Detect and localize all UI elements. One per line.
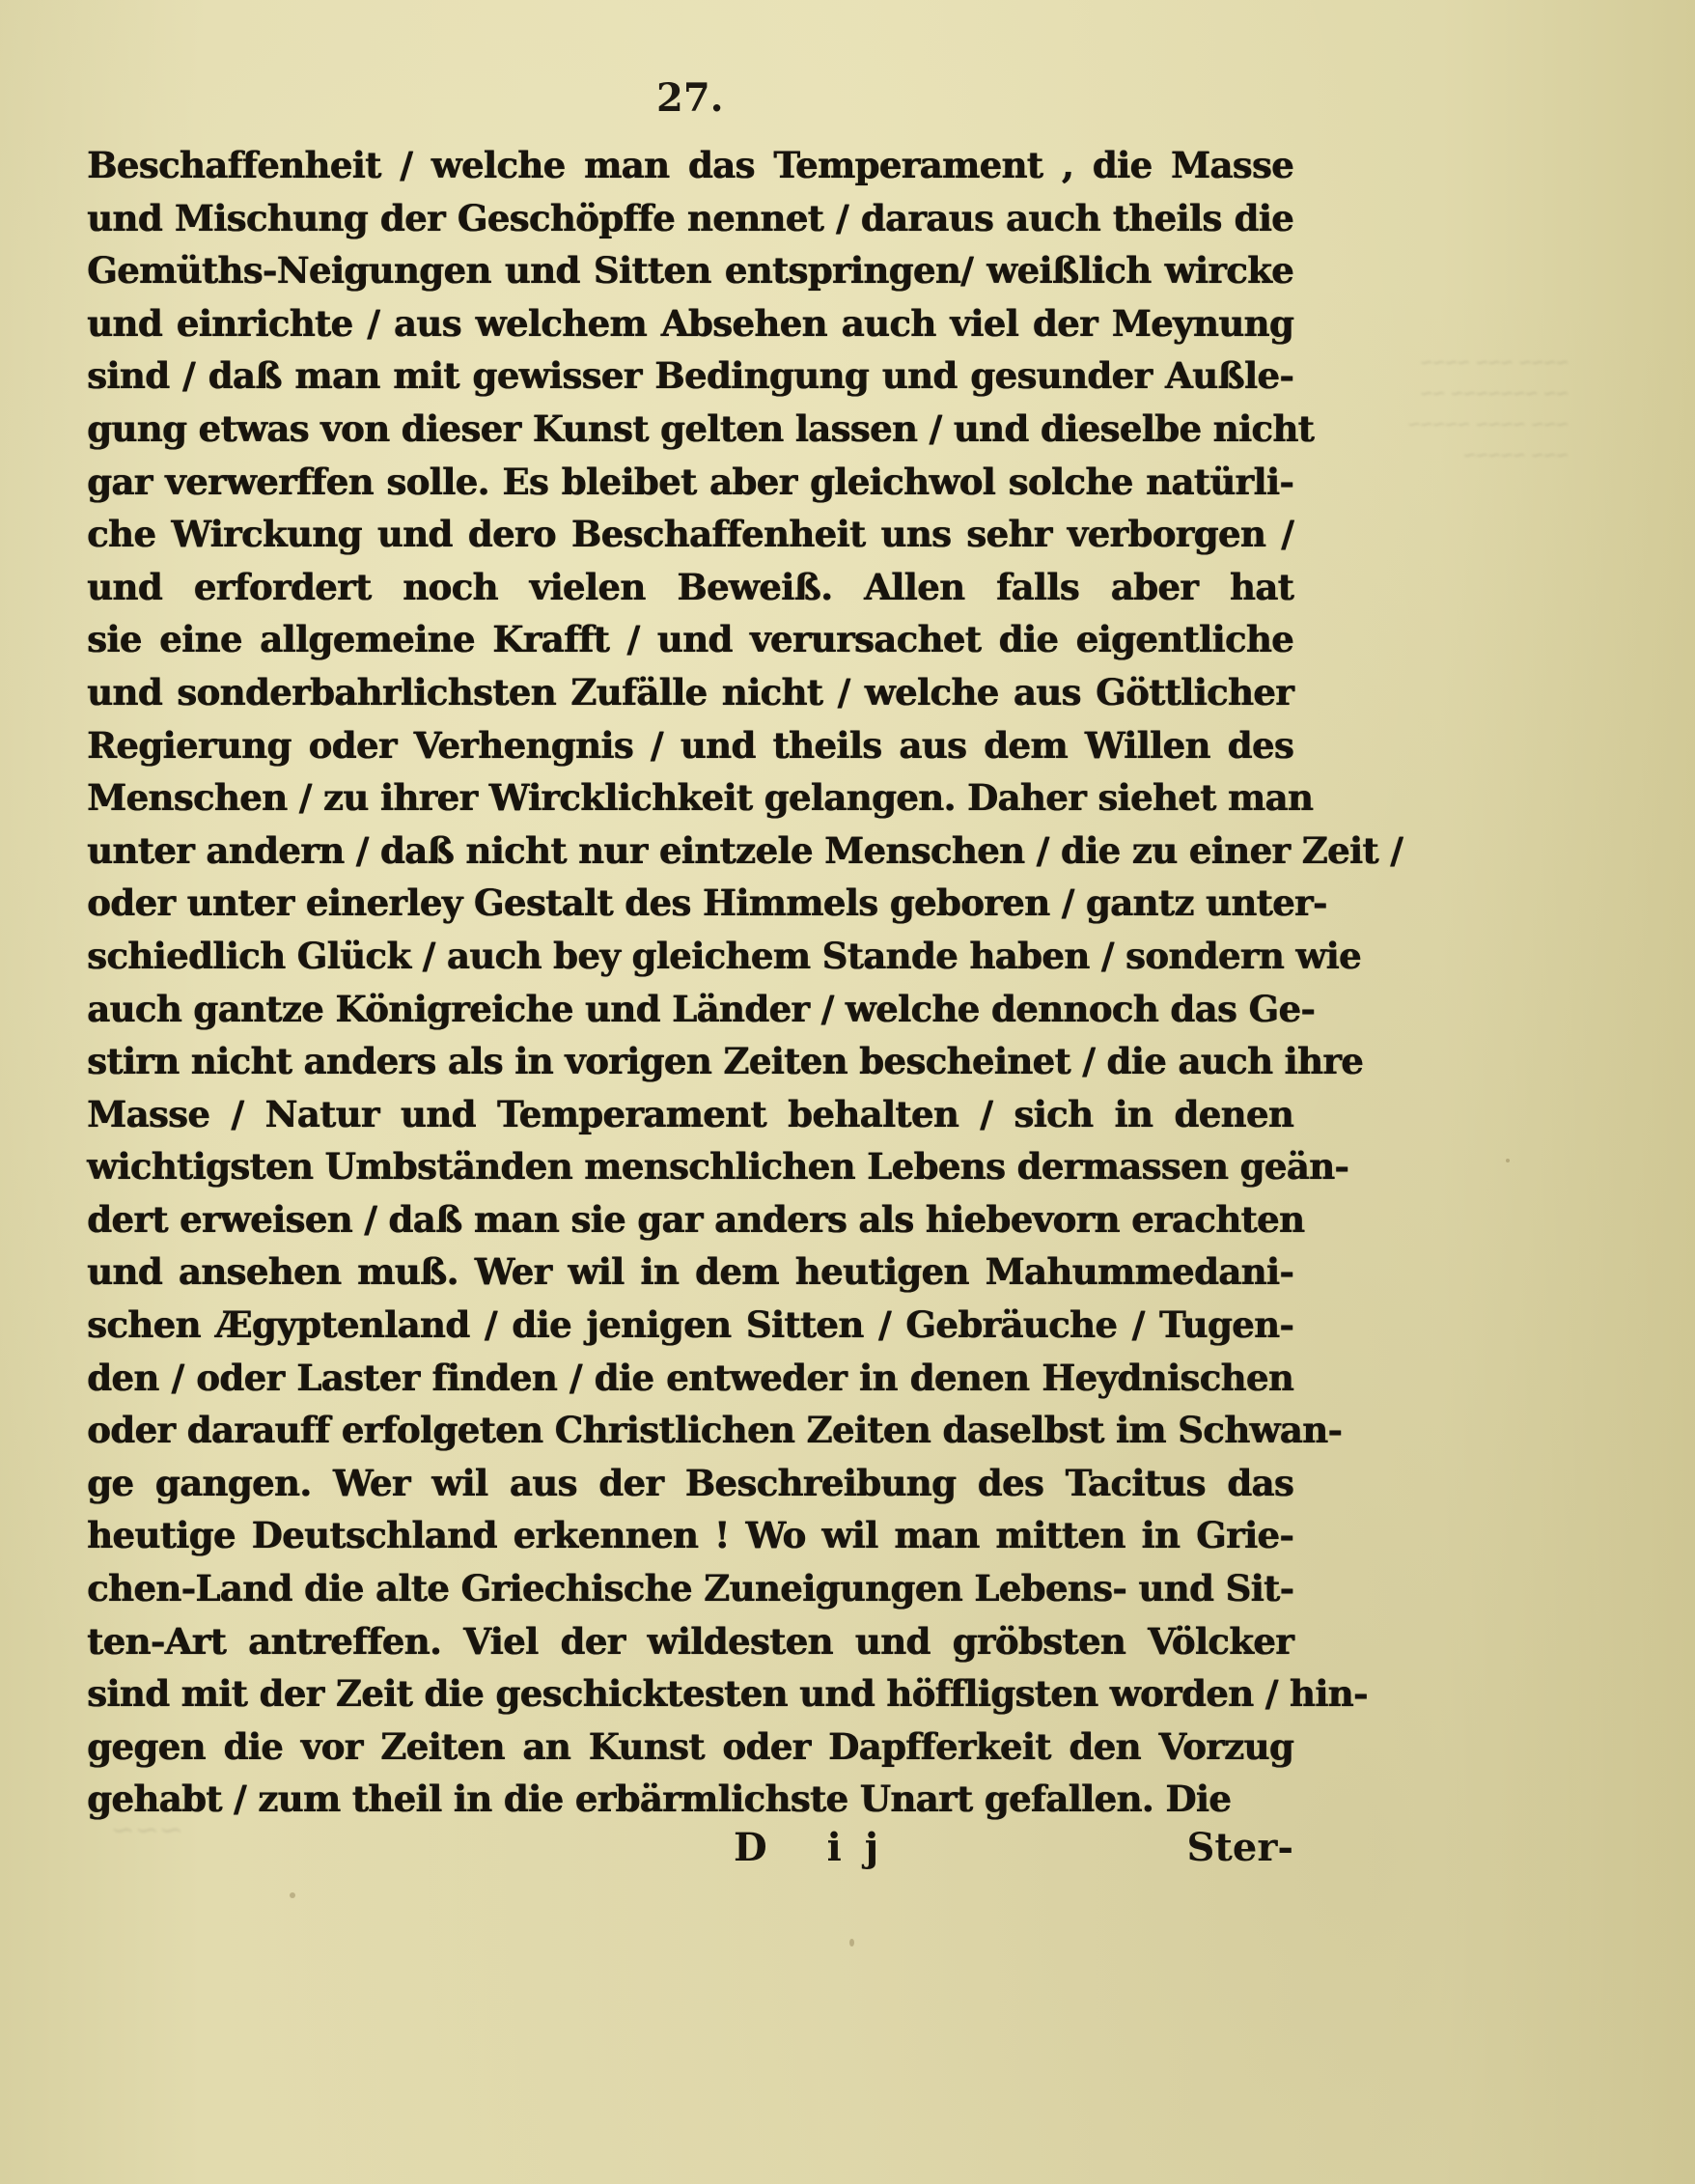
page-number: 27.	[656, 75, 724, 121]
text-line: che Wirckung und dero Beschaffenheit uns sehr verborgen /	[87, 513, 1293, 556]
text-line: chen-Land die alte Griechische Zuneigungen Lebens- und Sit-	[87, 1567, 1294, 1610]
text-line: Regierung oder Verhengnis / und theils aus dem Willen des	[87, 723, 1293, 767]
text-line: schen Ægyptenland / die jenigen Sitten / Gebräuche / Tugen-	[87, 1303, 1293, 1347]
show-through-text: ~~~~ ~~~ ~~~~ ~~ ~~~~~~~ ~~ ~~~ ~~~~ ~~~~~ ~~~ ~~~~~	[1407, 350, 1569, 467]
text-line: gung etwas von dieser Kunst gelten lassen / und dieselbe nicht	[87, 406, 1315, 450]
text-line: oder darauff erfolgeten Christlichen Zeiten daselbst im Schwan-	[87, 1409, 1343, 1452]
text-line: gegen die vor Zeiten an Kunst oder Dapfferkeit den Vorzug	[87, 1724, 1293, 1768]
text-line: gehabt / zum theil in die erbärmlichste Unart gefallen. Die	[87, 1778, 1232, 1821]
text-line: und erfordert noch vielen Beweiß. Allen falls aber hat	[87, 565, 1293, 608]
text-line: den / oder Laster finden / die entweder in denen Heydnischen	[87, 1356, 1293, 1399]
text-line: Masse / Natur und Temperament behalten / sich in denen	[87, 1092, 1293, 1135]
text-line: Menschen / zu ihrer Wircklichkeit gelangen. Daher siehet man	[87, 776, 1314, 820]
text-line: und Mischung der Geschöpffe nennet / daraus auch theils die	[87, 196, 1293, 239]
catchword: Ster-	[1186, 1825, 1293, 1870]
text-line: heutige Deutschland erkennen ! Wo wil man mitten in Grie-	[87, 1514, 1293, 1557]
paper-speck	[849, 1939, 854, 1946]
paper-speck	[290, 1892, 295, 1898]
text-line: Gemüths-Neigungen und Sitten entspringen/ weißlich wircke	[87, 249, 1293, 293]
text-line: gar verwerffen solle. Es bleibet aber gleichwol solche natürli-	[87, 460, 1293, 503]
text-line: wichtigsten Umbständen menschlichen Lebens dermassen geän-	[87, 1145, 1349, 1189]
text-line: schiedlich Glück / auch bey gleichem Stande haben / sondern wie	[87, 934, 1361, 977]
text-line: und sonderbahrlichsten Zufälle nicht / welche aus Göttlicher	[87, 670, 1293, 714]
text-line: und ansehen muß. Wer wil in dem heutigen Mahummedani-	[87, 1250, 1293, 1294]
text-line: sind / daß man mit gewisser Bedingung und gesunder Außle-	[87, 354, 1293, 398]
text-line: stirn nicht anders als in vorigen Zeiten bescheinet / die auch ihre	[87, 1040, 1364, 1083]
show-through-mark: ~~~	[110, 1813, 183, 1847]
text-line: dert erweisen / daß man sie gar anders als hiebevorn erachten	[87, 1197, 1305, 1241]
text-line: unter andern / daß nicht nur eintzele Menschen / die zu einer Zeit /	[87, 828, 1403, 872]
text-line: ten-Art antreffen. Viel der wildesten und gröbsten Völcker	[87, 1619, 1293, 1663]
signature-mark: D ij	[734, 1825, 903, 1870]
text-line: sie eine allgemeine Krafft / und verursachet die eigentliche	[87, 618, 1293, 661]
text-line: und einrichte / aus welchem Absehen auch viel der Meynung	[87, 301, 1293, 345]
text-line: auch gantze Königreiche und Länder / welche dennoch das Ge-	[87, 987, 1316, 1030]
page-footer	[87, 1825, 1293, 1883]
paper-speck	[1506, 1159, 1510, 1162]
body-text	[87, 139, 1403, 1826]
text-line: sind mit der Zeit die geschicktesten und höffligsten worden / hin-	[87, 1672, 1368, 1716]
text-line: oder unter einerley Gestalt des Himmels geboren / gantz unter-	[87, 882, 1327, 925]
text-line: Beschaffenheit / welche man das Temperament , die Masse	[87, 144, 1293, 186]
text-line: ge gangen. Wer wil aus der Beschreibung des Tacitus das	[87, 1461, 1293, 1504]
